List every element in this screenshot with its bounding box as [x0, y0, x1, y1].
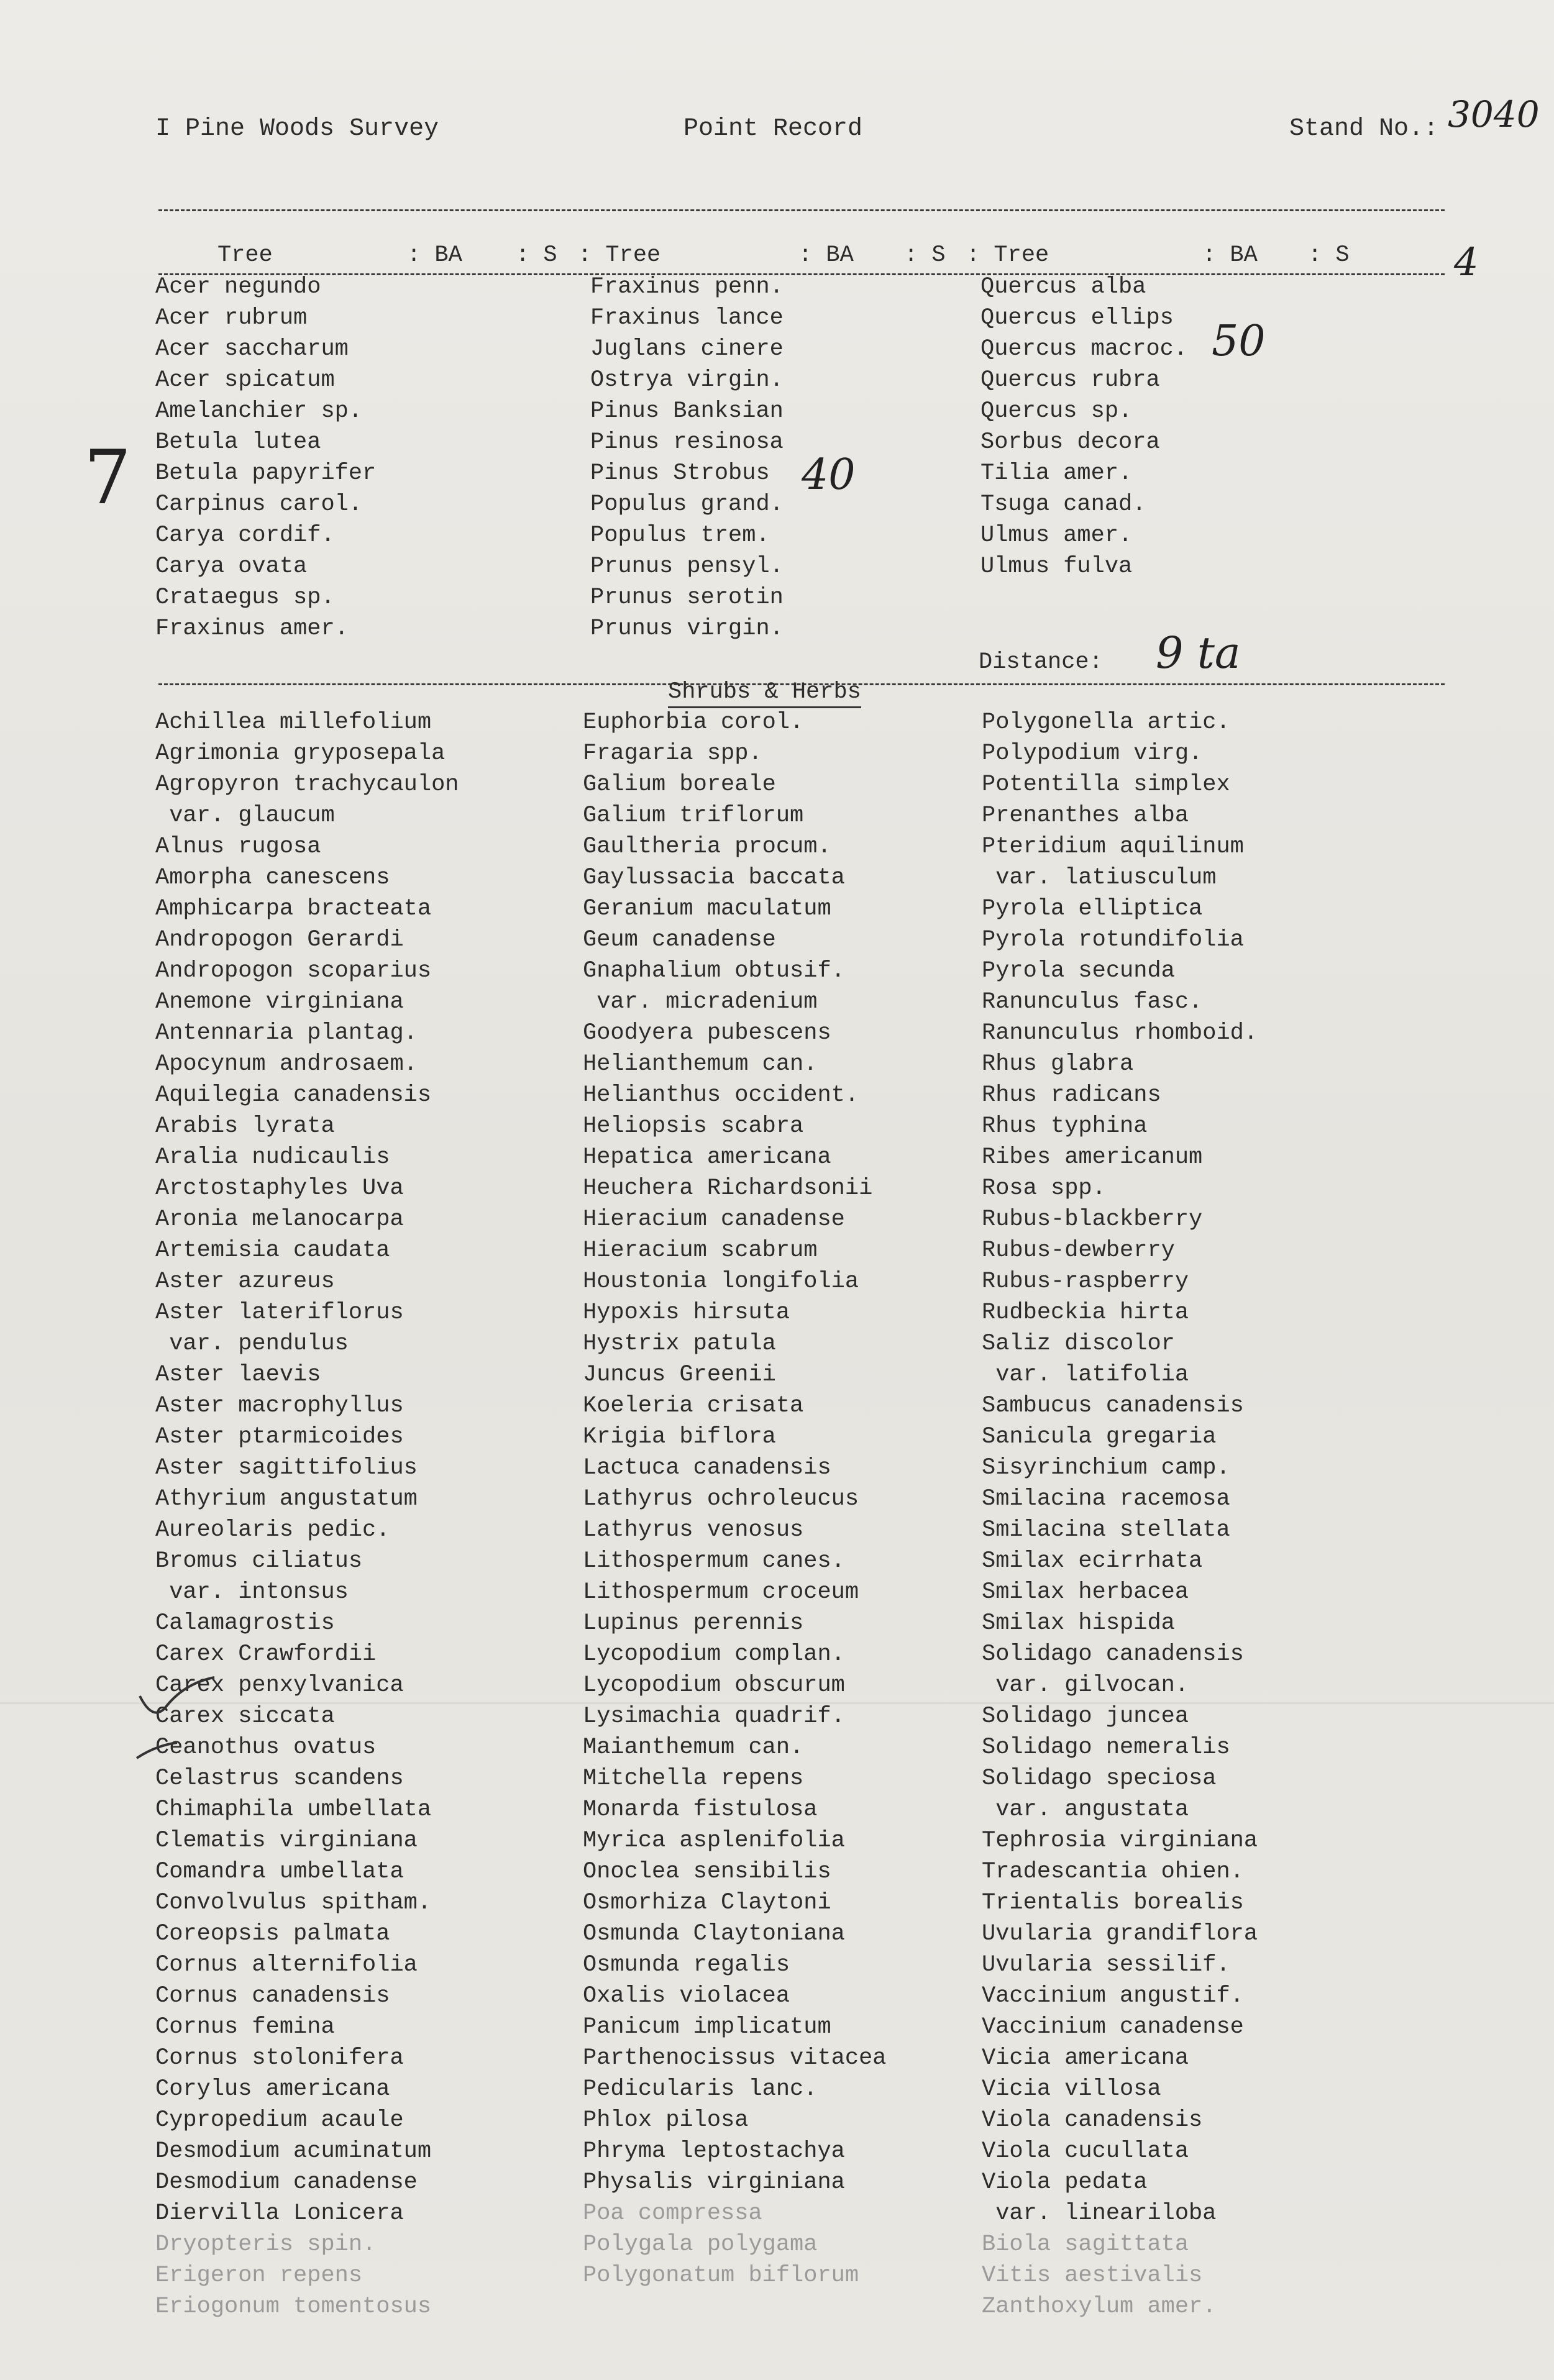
tree-species: Ostrya virgin. — [590, 367, 784, 393]
shrub-species: Vicia americana — [982, 2045, 1189, 2071]
shrub-species: Gaultheria procum. — [583, 834, 831, 860]
shrub-species: Lactuca canadensis — [583, 1455, 831, 1481]
shrubs-heading: Shrubs & Herbs — [668, 679, 861, 708]
shrub-species: Antennaria plantag. — [155, 1020, 418, 1046]
tree-species: Fraxinus amer. — [155, 616, 349, 642]
shrub-species: Diervilla Lonicera — [155, 2200, 404, 2227]
shrub-species: Osmunda regalis — [583, 1952, 790, 1978]
shrub-species: Koeleria crisata — [583, 1393, 804, 1419]
survey-title: I Pine Woods Survey — [155, 115, 439, 143]
shrub-species: Andropogon scoparius — [155, 958, 432, 984]
shrub-species: Rhus radicans — [982, 1082, 1161, 1108]
shrub-species: Galium boreale — [583, 772, 776, 798]
shrub-species: Pyrola secunda — [982, 958, 1175, 984]
shrub-species: Goodyera pubescens — [583, 1020, 831, 1046]
shrub-species: Achillea millefolium — [155, 709, 432, 736]
shrub-species: Desmodium acuminatum — [155, 2138, 432, 2164]
tree-species: Acer spicatum — [155, 367, 335, 393]
shrub-species: Ranunculus fasc. — [982, 989, 1203, 1015]
shrub-species: Cornus alternifolia — [155, 1952, 418, 1978]
shrub-species: Myrica asplenifolia — [583, 1828, 845, 1854]
tree-species: Quercus rubra — [980, 367, 1160, 393]
shrub-species: Alnus rugosa — [155, 834, 321, 860]
shrub-species: Smilacina stellata — [982, 1517, 1230, 1543]
shrub-species: Saliz discolor — [982, 1331, 1175, 1357]
shrub-species: Sisyrinchium camp. — [982, 1455, 1230, 1481]
shrub-species: Krigia biflora — [583, 1424, 776, 1450]
tree-column-3 — [980, 271, 1187, 582]
shrub-species: Dryopteris spin. — [155, 2232, 377, 2258]
tree-species: Pinus Strobus — [590, 460, 770, 486]
tree-species: Acer saccharum — [155, 336, 349, 362]
shrub-species: Viola pedata — [982, 2169, 1148, 2195]
shrub-species: Osmorhiza Claytoni — [583, 1890, 831, 1916]
shrub-species: Celastrus scandens — [155, 1766, 404, 1792]
shrub-species: Hypoxis hirsuta — [583, 1300, 790, 1326]
shrub-species: Lycopodium complan. — [583, 1641, 845, 1667]
tree-column-1 — [155, 271, 376, 644]
shrub-species: Solidago speciosa — [982, 1766, 1217, 1792]
shrub-species: Convolvulus spitham. — [155, 1890, 432, 1916]
shrub-species: var. pendulus — [155, 1331, 349, 1357]
shrub-species: Solidago nemeralis — [982, 1735, 1230, 1761]
shrub-species: Smilax herbacea — [982, 1579, 1189, 1605]
shrub-species: Lysimachia quadrif. — [583, 1703, 845, 1730]
handwritten-50: 50 — [1212, 317, 1266, 366]
shrub-species: Aster laevis — [155, 1362, 321, 1388]
shrub-species: Trientalis borealis — [982, 1890, 1244, 1916]
tree-species: Betula papyrifer — [155, 460, 377, 486]
shrub-species: Rubus-blackberry — [982, 1206, 1203, 1233]
shrub-species: Aster macrophyllus — [155, 1393, 404, 1419]
shrub-species: Geranium maculatum — [583, 896, 831, 922]
shrub-species: Tephrosia virginiana — [982, 1828, 1258, 1854]
col-header-ba-2: : BA — [798, 242, 854, 268]
shrub-species: Carex siccata — [155, 1703, 335, 1730]
col-header-tree-2: : Tree — [578, 242, 661, 268]
shrub-species: Helianthus occident. — [583, 1082, 859, 1108]
shrub-species: Sanicula gregaria — [982, 1424, 1217, 1450]
shrub-species: Cornus canadensis — [155, 1983, 390, 2009]
shrub-species: Zanthoxylum amer. — [982, 2294, 1217, 2320]
shrub-species: Juncus Greenii — [583, 1362, 776, 1388]
tree-species: Amelanchier sp. — [155, 398, 363, 424]
shrub-column-1 — [155, 707, 459, 2322]
shrub-species: Rhus typhina — [982, 1113, 1148, 1139]
shrub-species: Smilax hispida — [982, 1610, 1175, 1636]
shrub-species: var. gilvocan. — [982, 1672, 1189, 1698]
tree-species: Betula lutea — [155, 429, 321, 455]
shrub-species: Amphicarpa bracteata — [155, 896, 432, 922]
tree-species: Ulmus amer. — [980, 522, 1133, 549]
col-header-s-3: : S — [1308, 242, 1350, 268]
tree-species: Quercus ellips — [980, 305, 1174, 331]
tree-species: Quercus sp. — [980, 398, 1133, 424]
shrub-species: Sambucus canadensis — [982, 1393, 1244, 1419]
tree-species: Acer negundo — [155, 274, 321, 300]
col-header-s-2: : S — [904, 242, 946, 268]
shrub-species: Polygonella artic. — [982, 709, 1230, 736]
tree-species: Ulmus fulva — [980, 554, 1133, 580]
shrub-species: Pedicularis lanc. — [583, 2076, 818, 2102]
shrub-species: Parthenocissus vitacea — [583, 2045, 887, 2071]
tree-species: Quercus macroc. — [980, 336, 1188, 362]
shrub-species: Hepatica americana — [583, 1144, 831, 1170]
shrub-species: Rubus-raspberry — [982, 1269, 1189, 1295]
shrub-species: Aureolaris pedic. — [155, 1517, 390, 1543]
shrub-species: Arctostaphyles Uva — [155, 1175, 404, 1201]
tree-species: Tilia amer. — [980, 460, 1133, 486]
shrub-species: Rhus glabra — [982, 1051, 1134, 1077]
shrub-species: Rosa spp. — [982, 1175, 1106, 1201]
tree-column-2 — [590, 271, 784, 644]
shrub-species: Tradescantia ohien. — [982, 1859, 1244, 1885]
shrub-species: Viola cucullata — [982, 2138, 1189, 2164]
shrub-species: Houstonia longifolia — [583, 1269, 859, 1295]
tree-species: Juglans cinere — [590, 336, 784, 362]
shrub-species: Erigeron repens — [155, 2263, 363, 2289]
shrub-column-3 — [982, 707, 1258, 2322]
shrub-species: Aster ptarmicoides — [155, 1424, 404, 1450]
shrub-species: Smilacina racemosa — [982, 1486, 1230, 1512]
tree-species: Fraxinus penn. — [590, 274, 784, 300]
shrub-species: Ranunculus rhomboid. — [982, 1020, 1258, 1046]
shrub-species: Hieracium scabrum — [583, 1238, 818, 1264]
shrub-species: Carex Crawfordii — [155, 1641, 377, 1667]
shrub-species: Gnaphalium obtusif. — [583, 958, 845, 984]
tree-species: Carya cordif. — [155, 522, 335, 549]
shrub-species: Pyrola elliptica — [982, 896, 1203, 922]
shrub-species: Aquilegia canadensis — [155, 1082, 432, 1108]
shrub-species: var. latifolia — [982, 1362, 1189, 1388]
shrub-column-2 — [583, 707, 886, 2291]
shrub-species: Aster lateriflorus — [155, 1300, 404, 1326]
shrub-species: Uvularia sessilif. — [982, 1952, 1230, 1978]
shrub-species: Anemone virginiana — [155, 989, 404, 1015]
handwritten-7: 7 — [84, 435, 132, 521]
shrub-species: Smilax ecirrhata — [982, 1548, 1203, 1574]
shrub-species: Poa compressa — [583, 2200, 762, 2227]
stand-label: Stand No.: — [1289, 115, 1439, 143]
tree-species: Carya ovata — [155, 554, 308, 580]
tree-species: Prunus virgin. — [590, 616, 784, 642]
shrub-species: Pteridium aquilinum — [982, 834, 1244, 860]
shrub-species: Phlox pilosa — [583, 2107, 749, 2133]
shrub-species: Rudbeckia hirta — [982, 1300, 1189, 1326]
col-header-s-1: : S — [516, 242, 557, 268]
shrub-species: Lithospermum croceum — [583, 1579, 859, 1605]
shrub-species: Agropyron trachycaulon — [155, 772, 459, 798]
shrub-species: Vitis aestivalis — [982, 2263, 1203, 2289]
shrub-species: Cypropedium acaule — [155, 2107, 404, 2133]
col-header-tree-1: Tree — [217, 242, 273, 268]
tree-species: Populus trem. — [590, 522, 770, 549]
shrub-species: Physalis virginiana — [583, 2169, 845, 2195]
shrub-species: Oxalis violacea — [583, 1983, 790, 2009]
shrub-species: Gaylussacia baccata — [583, 865, 845, 891]
shrub-species: Polypodium virg. — [982, 741, 1203, 767]
shrub-species: var. angustata — [982, 1797, 1189, 1823]
shrub-species: Hieracium canadense — [583, 1206, 845, 1233]
shrub-species: Corylus americana — [155, 2076, 390, 2102]
shrub-species: Coreopsis palmata — [155, 1921, 390, 1947]
tree-species: Pinus Banksian — [590, 398, 784, 424]
shrub-species: Solidago canadensis — [982, 1641, 1244, 1667]
col-header-ba-3: : BA — [1202, 242, 1258, 268]
shrub-species: Monarda fistulosa — [583, 1797, 818, 1823]
shrub-species: Osmunda Claytoniana — [583, 1921, 845, 1947]
col-header-tree-3: : Tree — [966, 242, 1049, 268]
tree-species: Acer rubrum — [155, 305, 308, 331]
record-title: Point Record — [683, 115, 863, 143]
shrub-species: Hystrix patula — [583, 1331, 776, 1357]
shrub-species: Desmodium canadense — [155, 2169, 418, 2195]
shrub-species: Lupinus perennis — [583, 1610, 804, 1636]
shrub-species: Arabis lyrata — [155, 1113, 335, 1139]
shrub-species: Vicia villosa — [982, 2076, 1161, 2102]
handwritten-40: 40 — [802, 450, 856, 499]
shrub-species: Polygala polygama — [583, 2232, 818, 2258]
tree-species: Sorbus decora — [980, 429, 1160, 455]
shrub-species: Lycopodium obscurum — [583, 1672, 845, 1698]
shrub-species: Solidago juncea — [982, 1703, 1189, 1730]
col-header-ba-1: : BA — [407, 242, 462, 268]
shrub-species: Biola sagittata — [982, 2232, 1189, 2258]
distance-handwritten: 9 ta — [1156, 627, 1241, 678]
shrub-species: Galium triflorum — [583, 803, 804, 829]
checkmark-icon — [127, 1671, 227, 1795]
tree-species: Tsuga canad. — [980, 491, 1146, 517]
shrub-species: var. glaucum — [155, 803, 335, 829]
shrub-species: Artemisia caudata — [155, 1238, 390, 1264]
shrub-species: Geum canadense — [583, 927, 776, 953]
shrub-species: Ribes americanum — [982, 1144, 1203, 1170]
shrub-species: Heliopsis scabra — [583, 1113, 804, 1139]
shrub-species: Rubus-dewberry — [982, 1238, 1175, 1264]
shrub-species: var. lineariloba — [982, 2200, 1217, 2227]
tree-species: Pinus resinosa — [590, 429, 784, 455]
shrub-species: Apocynum androsaem. — [155, 1051, 418, 1077]
shrub-species: Onoclea sensibilis — [583, 1859, 831, 1885]
shrub-species: Aster sagittifolius — [155, 1455, 418, 1481]
shrub-species: Cornus femina — [155, 2014, 335, 2040]
shrub-species: Clematis virginiana — [155, 1828, 418, 1854]
shrub-species: Maianthemum can. — [583, 1735, 804, 1761]
shrub-species: var. latiusculum — [982, 865, 1217, 891]
shrub-species: Lathyrus venosus — [583, 1517, 804, 1543]
shrub-species: Athyrium angustatum — [155, 1486, 418, 1512]
tree-species: Prunus pensyl. — [590, 554, 784, 580]
tree-species: Prunus serotin — [590, 585, 784, 611]
shrub-species: var. micradenium — [583, 989, 818, 1015]
shrub-species: Aralia nudicaulis — [155, 1144, 390, 1170]
shrub-species: Prenanthes alba — [982, 803, 1189, 829]
rule-top — [158, 209, 1445, 211]
shrub-species: Comandra umbellata — [155, 1859, 404, 1885]
shrub-species: var. intonsus — [155, 1579, 349, 1605]
shrub-species: Uvularia grandiflora — [982, 1921, 1258, 1947]
shrub-species: Euphorbia corol. — [583, 709, 804, 736]
stand-number-handwritten: 3040 — [1448, 93, 1540, 135]
tree-species: Fraxinus lance — [590, 305, 784, 331]
shrub-species: Eriogonum tomentosus — [155, 2294, 432, 2320]
shrub-species: Amorpha canescens — [155, 865, 390, 891]
shrub-species: Andropogon Gerardi — [155, 927, 404, 953]
shrub-species: Carex penxylvanica — [155, 1672, 404, 1698]
tree-species: Quercus alba — [980, 274, 1146, 300]
shrub-species: Vaccinium canadense — [982, 2014, 1244, 2040]
shrub-species: Bromus ciliatus — [155, 1548, 363, 1574]
shrub-species: Lithospermum canes. — [583, 1548, 845, 1574]
shrub-species: Potentilla simplex — [982, 772, 1230, 798]
shrub-species: Cornus stolonifera — [155, 2045, 404, 2071]
shrub-species: Fragaria spp. — [583, 741, 762, 767]
shrub-species: Mitchella repens — [583, 1766, 804, 1792]
tree-species: Crataegus sp. — [155, 585, 335, 611]
shrub-species: Calamagrostis — [155, 1610, 335, 1636]
distance-label: Distance: — [979, 649, 1103, 675]
shrub-species: Vaccinium angustif. — [982, 1983, 1244, 2009]
shrub-species: Pyrola rotundifolia — [982, 927, 1244, 953]
handwritten-4: 4 — [1454, 239, 1479, 285]
shrub-species: Polygonatum biflorum — [583, 2263, 859, 2289]
tree-species: Populus grand. — [590, 491, 784, 517]
shrub-species: Heuchera Richardsonii — [583, 1175, 873, 1201]
shrub-species: Aster azureus — [155, 1269, 335, 1295]
shrub-species: Ceanothus ovatus — [155, 1735, 377, 1761]
shrub-species: Phryma leptostachya — [583, 2138, 845, 2164]
shrub-species: Helianthemum can. — [583, 1051, 818, 1077]
shrub-species: Aronia melanocarpa — [155, 1206, 404, 1233]
shrub-species: Chimaphila umbellata — [155, 1797, 432, 1823]
shrub-species: Viola canadensis — [982, 2107, 1203, 2133]
shrub-species: Lathyrus ochroleucus — [583, 1486, 859, 1512]
shrub-species: Agrimonia gryposepala — [155, 741, 446, 767]
tree-species: Carpinus carol. — [155, 491, 363, 517]
shrub-species: Panicum implicatum — [583, 2014, 831, 2040]
